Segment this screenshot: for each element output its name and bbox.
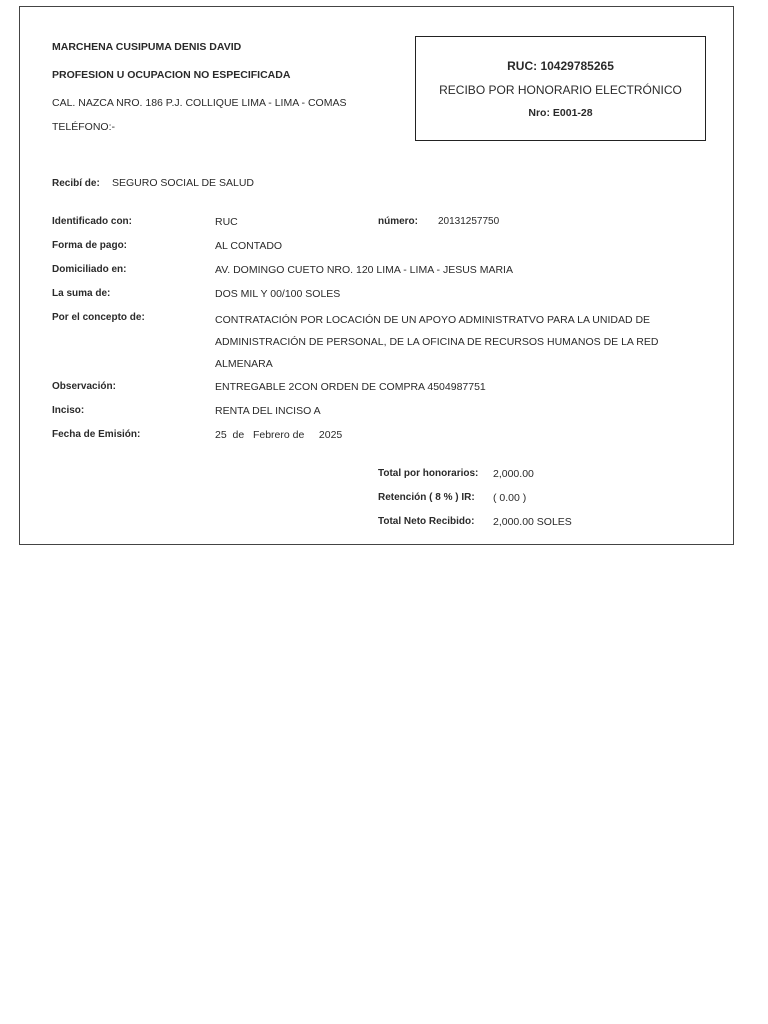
inciso-value: RENTA DEL INCISO A — [215, 405, 321, 417]
net-received-value: 2,000.00 SOLES — [493, 516, 572, 528]
observation-value: ENTREGABLE 2CON ORDEN DE COMPRA 4504987751 — [215, 381, 486, 393]
domicile-value: AV. DOMINGO CUETO NRO. 120 LIMA - LIMA - JESUS MARIA — [215, 264, 513, 276]
sum-label: La suma de: — [52, 288, 111, 299]
received-from-label: Recibí de: — [52, 178, 100, 189]
retention-label: Retención ( 8 % ) IR: — [378, 492, 475, 503]
inciso-label: Inciso: — [52, 405, 85, 416]
date-label: Fecha de Emisión: — [52, 429, 141, 440]
ruc-number: RUC: 10429785265 — [507, 59, 614, 73]
ruc-box — [415, 36, 706, 141]
identified-label: Identificado con: — [52, 216, 132, 227]
net-received-label: Total Neto Recibido: — [378, 516, 475, 527]
concept-label: Por el concepto de: — [52, 312, 145, 323]
concept-value: CONTRATACIÓN POR LOCACIÓN DE UN APOYO ADMINISTRATVO PARA LA UNIDAD DE ADMINISTRACIÓN DE PERSONAL, DE LA OFICINA DE RECURSOS HUMANOS DE LA RED ALMENARA — [215, 314, 659, 370]
retention-value: ( 0.00 ) — [493, 492, 527, 504]
numero-label: número: — [378, 216, 418, 227]
observation-label: Observación: — [52, 381, 116, 392]
issuer-address: CAL. NAZCA NRO. 186 P.J. COLLIQUE LIMA - LIMA - COMAS — [52, 97, 347, 109]
payment-label: Forma de pago: — [52, 240, 128, 251]
identified-value: RUC — [215, 216, 238, 228]
numero-value: 20131257750 — [438, 216, 500, 227]
total-fees-label: Total por honorarios: — [378, 468, 479, 479]
receipt — [19, 6, 734, 545]
issuer-phone: TELÉFONO:- — [52, 121, 116, 133]
sum-value: DOS MIL Y 00/100 SOLES — [215, 288, 341, 300]
issuer-profession: PROFESION U OCUPACION NO ESPECIFICADA — [52, 69, 291, 81]
date-value: 25 de Febrero de 2025 — [215, 429, 343, 441]
receipt-number: Nro: E001-28 — [528, 107, 593, 119]
document-type: RECIBO POR HONORARIO ELECTRÓNICO — [439, 83, 682, 97]
issuer-name: MARCHENA CUSIPUMA DENIS DAVID — [52, 41, 242, 53]
total-fees-value: 2,000.00 — [493, 468, 534, 480]
received-from-value: SEGURO SOCIAL DE SALUD — [112, 177, 254, 189]
payment-value: AL CONTADO — [215, 240, 283, 252]
domicile-label: Domiciliado en: — [52, 264, 127, 275]
